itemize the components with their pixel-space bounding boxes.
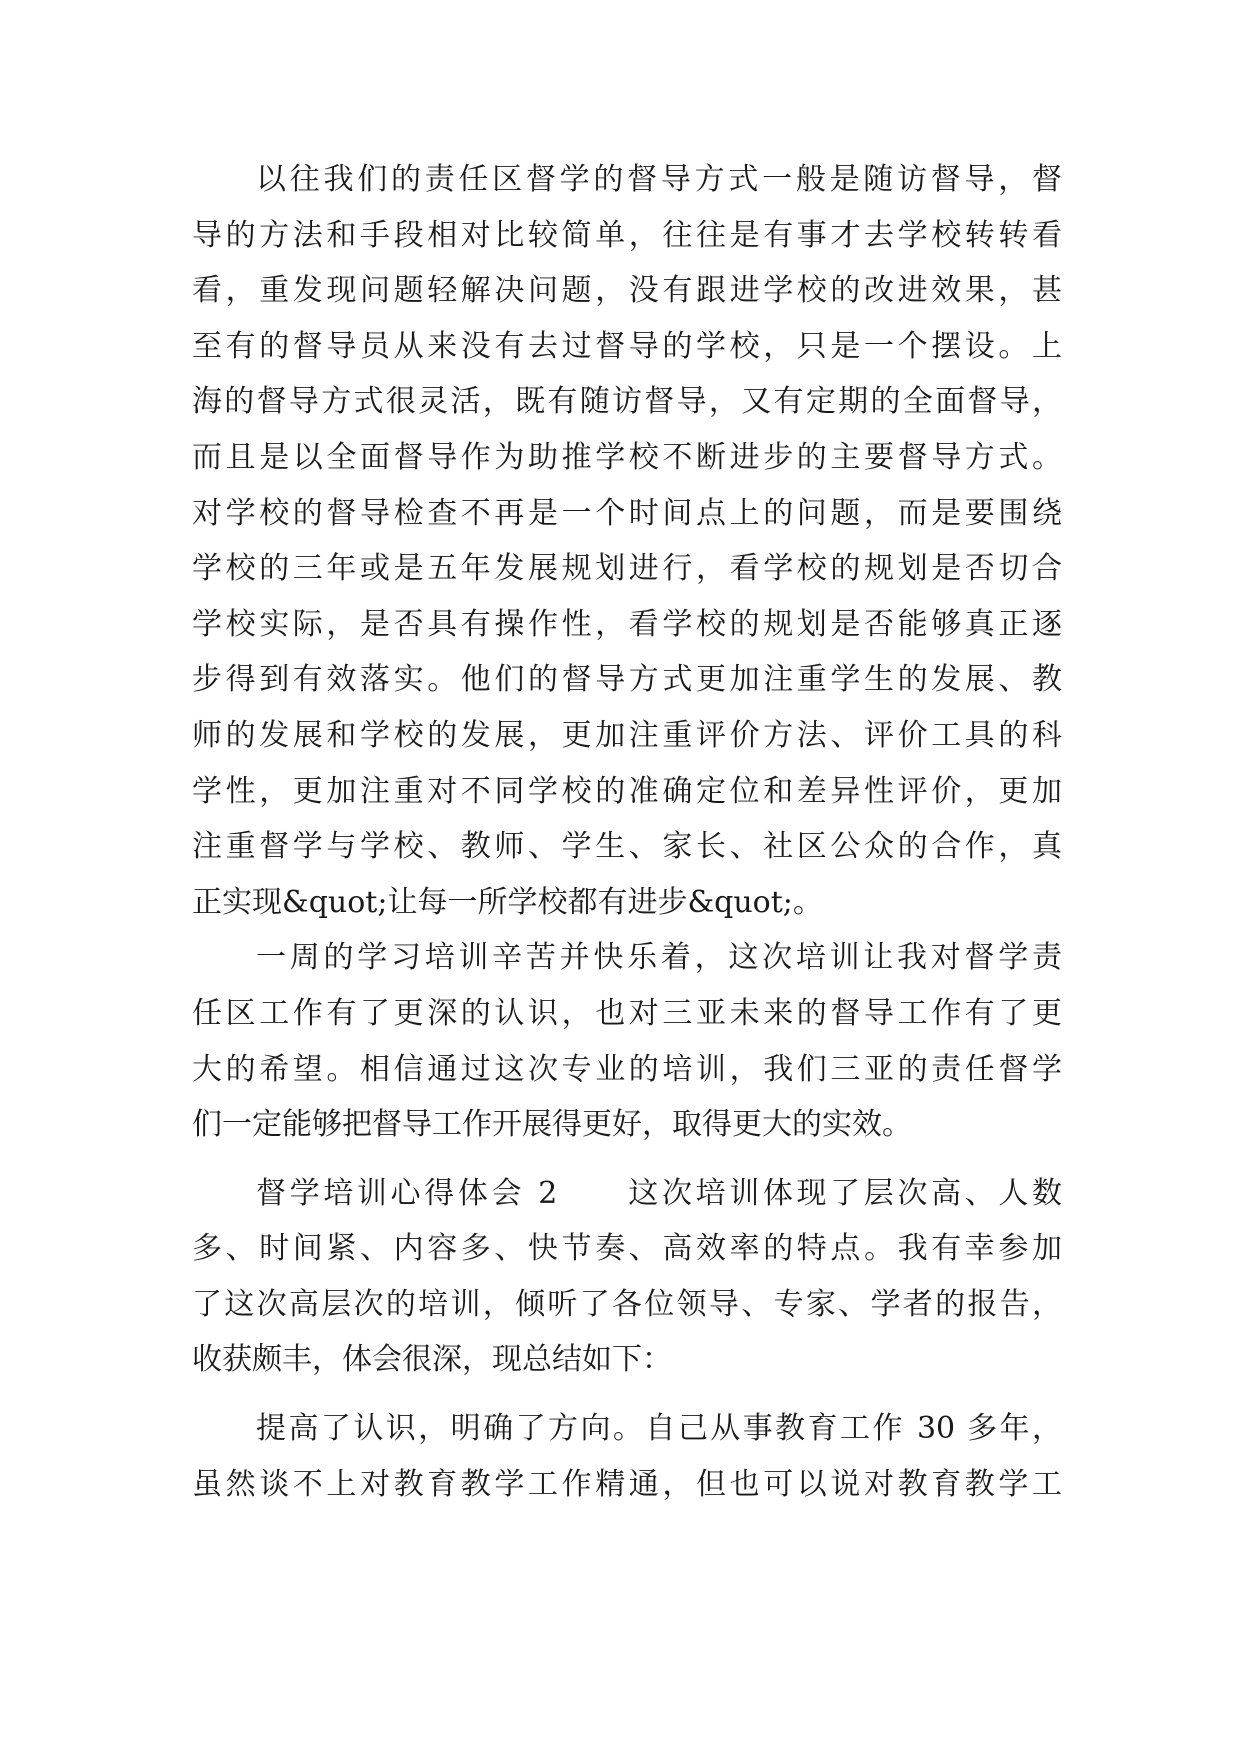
paragraph-4-line: 提高了认识，明确了方向。自己从事教育工作 30 多年， — [256, 1411, 1062, 1447]
paragraph-3-line: 了这次高层次的培训，倾听了各位领导、专家、学者的报告， — [192, 1286, 1062, 1322]
paragraph-1-line: 学校的三年或是五年发展规划进行，看学校的规划是否切合 — [192, 551, 1062, 587]
paragraph-1-line: 步得到有效落实。他们的督导方式更加注重学生的发展、教 — [192, 662, 1062, 698]
paragraph-2-line: 大的希望。相信通过这次专业的培训，我们三亚的责任督学 — [192, 1051, 1062, 1087]
paragraph-1-line: 对学校的督导检查不再是一个时间点上的问题，而是要围绕 — [192, 495, 1062, 531]
paragraph-1-line: 正实现&quot;让每一所学校都有进步&quot;。 — [192, 884, 823, 920]
paragraph-1-line: 学性，更加注重对不同学校的准确定位和差异性评价，更加 — [192, 773, 1062, 809]
paragraph-1-line: 看，重发现问题轻解决问题，没有跟进学校的改进效果，甚 — [192, 273, 1062, 309]
paragraph-1-line: 导的方法和手段相对比较简单，往往是有事才去学校转转看 — [192, 217, 1062, 253]
paragraph-1-line: 以往我们的责任区督学的督导方式一般是随访督导，督 — [256, 162, 1062, 197]
paragraph-1-line: 学校实际，是否具有操作性，看学校的规划是否能够真正逐 — [192, 606, 1062, 642]
paragraph-1-line: 至有的督导员从来没有去过督导的学校，只是一个摆设。上 — [192, 328, 1062, 364]
paragraph-2-line: 任区工作有了更深的认识，也对三亚未来的督导工作有了更 — [192, 995, 1062, 1031]
paragraph-2-line: 一周的学习培训辛苦并快乐着，这次培训让我对督学责 — [256, 940, 1062, 976]
paragraph-1-line: 海的督导方式很灵活，既有随访督导，又有定期的全面督导， — [192, 384, 1062, 420]
paragraph-1-line: 注重督学与学校、教师、学生、家长、社区公众的合作，真 — [192, 829, 1062, 865]
paragraph-2-line: 们一定能够把督导工作开展得更好，取得更大的实效。 — [192, 1107, 912, 1143]
paragraph-3-line: 督学培训心得体会 2 这次培训体现了层次高、人数 — [256, 1175, 1062, 1211]
paragraph-3-line: 收获颇丰，体会很深，现总结如下： — [192, 1342, 672, 1378]
document-body — [192, 160, 1062, 1520]
paragraph-3-line: 多、时间紧、内容多、快节奏、高效率的特点。我有幸参加 — [192, 1231, 1062, 1267]
paragraph-1-line: 师的发展和学校的发展，更加注重评价方法、评价工具的科 — [192, 717, 1062, 753]
paragraph-4-line: 虽然谈不上对教育教学工作精通，但也可以说对教育教学工 — [192, 1466, 1062, 1502]
paragraph-1-line: 而且是以全面督导作为助推学校不断进步的主要督导方式。 — [192, 439, 1062, 475]
